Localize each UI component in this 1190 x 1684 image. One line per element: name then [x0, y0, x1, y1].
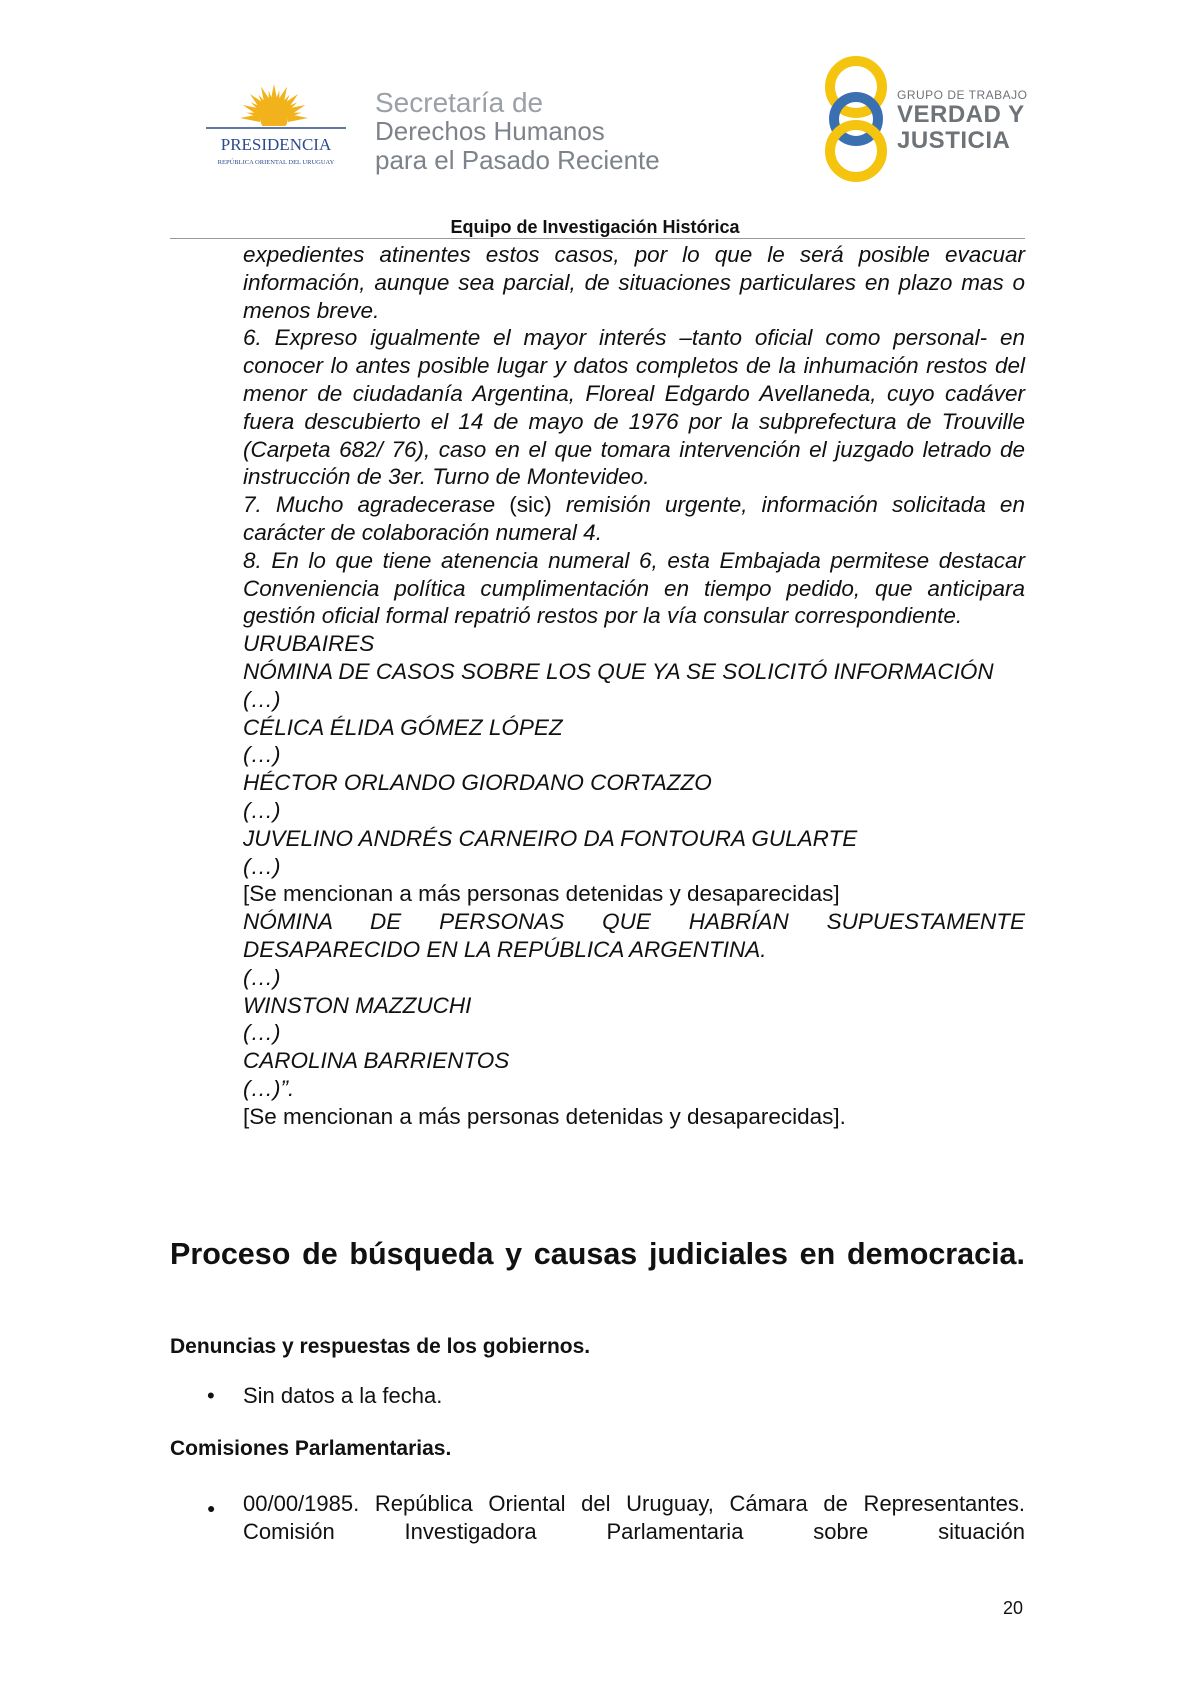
secretaria-title [375, 88, 660, 175]
list-item: WINSTON MAZZUCHI [243, 992, 472, 1018]
ellipsis: (…)”. [243, 1075, 295, 1101]
list-item: JUVELINO ANDRÉS CARNEIRO DA FONTOURA GULARTE [243, 825, 858, 851]
list-item: CAROLINA BARRIENTOS [243, 1048, 510, 1074]
list-heading-persons: NÓMINA DE PERSONAS QUE HABRÍAN SUPUESTAMENTE DESAPARECIDO EN LA REPÚBLICA ARGENTINA. [243, 909, 1025, 962]
secretaria-line3: para el Pasado Reciente [375, 145, 660, 175]
team-title: Equipo de Investigación Histórica [450, 217, 740, 237]
ellipsis: (…) [243, 797, 281, 823]
ellipsis: (…) [243, 686, 281, 712]
signature-urubaires: URUBAIRES [243, 631, 375, 657]
ellipsis: (…) [243, 1020, 281, 1046]
header-divider [170, 238, 1025, 239]
presidencia-logo [196, 80, 356, 180]
presidencia-subtitle: REPÚBLICA ORIENTAL DEL URUGUAY [217, 159, 335, 166]
page-number: 20 [1003, 1598, 1024, 1618]
vyj-line2: VERDAD Y [897, 101, 1025, 128]
presidencia-name: PRESIDENCIA [220, 135, 332, 154]
paragraph-6: 6. Expreso igualmente el mayor interés –tanto oficial como personal- en conocer lo antes posible lugar y datos completos de la inhumación restos del menor de ciudadanía Argentina, Floreal Edgardo Avellaneda, cuyo cadáver fuera descubierto el 14 de mayo de 1976 por la subprefectura de Trouville (Carpeta 682/ 76), caso en el que tomara intervención el juzgado letrado de instrucción de 3er. Turno de Montevideo. [243, 325, 1025, 490]
paragraph-7-part-b: remisión urgente, información solicitada en carácter de colaboración numeral 4. [243, 492, 1025, 545]
paragraph-7-part-a: 7. Mucho agradecerase [243, 492, 496, 518]
list-item: CÉLICA ÉLIDA GÓMEZ LÓPEZ [243, 714, 563, 740]
quoted-telegram [243, 241, 1025, 1131]
page-header [0, 0, 1190, 230]
ellipsis: (…) [243, 964, 281, 990]
list-heading-cases: NÓMINA DE CASOS SOBRE LOS QUE YA SE SOLICITÓ INFORMACIÓN [243, 658, 994, 684]
section-heading: Proceso de búsqueda y causas judiciales en democracia. [170, 1237, 1025, 1271]
secretaria-line1: Secretaría de [375, 87, 544, 118]
bullet-icon: • [207, 1383, 215, 1408]
bullet-text: Sin datos a la fecha. [243, 1383, 443, 1408]
vyj-line3: JUSTICIA [897, 127, 1011, 154]
editor-note: [Se mencionan a más personas detenidas y desaparecidas]. [243, 1103, 846, 1129]
editor-note: [Se mencionan a más personas detenidas y desaparecidas] [243, 881, 840, 907]
verdad-justicia-text [897, 88, 1027, 154]
vyj-line1: GRUPO DE TRABAJO [897, 88, 1028, 102]
subheading-denuncias: Denuncias y respuestas de los gobiernos. [170, 1335, 591, 1358]
secretaria-line2: Derechos Humanos [375, 116, 605, 146]
bullet-text: 00/00/1985. República Oriental del Uruguay, Cámara de Representantes. Comisión Investigadora Parlamentaria sobre situación [243, 1491, 1025, 1544]
paragraph-1: expedientes atinentes estos casos, por lo que le será posible evacuar información, aunque sea parcial, de situaciones particulares en plazo mas o menos breve. [243, 242, 1025, 323]
sun-emblem-icon [196, 80, 356, 180]
subheading-comisiones: Comisiones Parlamentarias. [170, 1437, 452, 1460]
paragraph-7 [243, 491, 1025, 547]
ellipsis: (…) [243, 853, 281, 879]
bullet-icon: ● [207, 1500, 216, 1516]
ellipsis: (…) [243, 742, 281, 768]
interlocked-rings-icon [820, 55, 900, 185]
paragraph-7-sic: (sic) [495, 492, 566, 518]
list-item: HÉCTOR ORLANDO GIORDANO CORTAZZO [243, 770, 712, 796]
paragraph-8: 8. En lo que tiene atenencia numeral 6, esta Embajada permitese destacar Conveniencia política cumplimentación en tiempo pedido, que anticipara gestión oficial formal repatrió restos por la vía consular correspondiente. [243, 547, 1025, 629]
